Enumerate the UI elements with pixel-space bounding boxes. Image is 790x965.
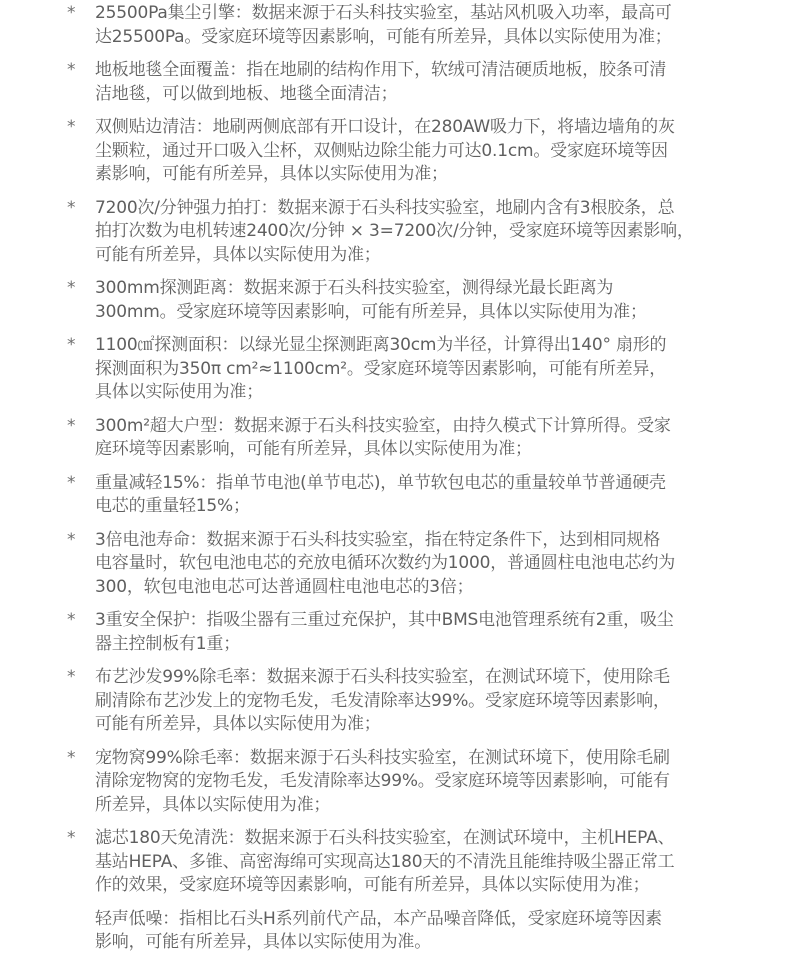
footnote-item bbox=[0, 827, 790, 898]
footnote-line: 电容量时，软包电池电芯的充放电循环次数约为1000，普通圆柱电池电芯约为 bbox=[95, 553, 676, 573]
footnote-line: 影响，可能有所差异，具体以实际使用为准。 bbox=[95, 932, 431, 952]
footnote-item bbox=[0, 529, 790, 600]
footnote-item bbox=[0, 116, 790, 187]
asterisk-marker: * bbox=[67, 197, 76, 218]
footnote-line: 轻声低噪：指相比石头H系列前代产品，本产品噪音降低，受家庭环境等因素 bbox=[95, 908, 662, 929]
footnote-item bbox=[0, 908, 790, 955]
footnote-line: 所差异，具体以实际使用为准； bbox=[95, 794, 331, 815]
asterisk-marker: * bbox=[67, 60, 76, 80]
asterisk-marker: * bbox=[67, 3, 76, 23]
footnote-line: 25500Pa集尘引擎：数据来源于石头科技实验室，基站风机吸入功率，最高可 bbox=[95, 3, 672, 23]
footnote-line: 作的效果，受家庭环境等因素影响，可能有所差异，具体以实际使用为准； bbox=[95, 875, 650, 895]
footnote-item bbox=[0, 747, 790, 818]
asterisk-marker: * bbox=[67, 278, 76, 298]
footnote-line: 双侧贴边清洁：地刷两侧底部有开口设计，在280AW吸力下，将墙边墙角的灰 bbox=[95, 117, 675, 137]
footnote-list bbox=[0, 2, 790, 965]
footnote-text bbox=[95, 827, 737, 898]
asterisk-marker: * bbox=[67, 529, 76, 550]
footnote-line: 3重安全保护：指吸尘器有三重过充保护，其中BMS电池管理系统有2重，吸尘 bbox=[95, 610, 674, 630]
footnote-text bbox=[95, 747, 737, 818]
footnote-line: 刷清除布艺沙发上的宠物毛发，毛发清除率达99%。受家庭环境等因素影响， bbox=[95, 690, 670, 711]
footnote-item bbox=[0, 59, 790, 106]
footnote-line: 洁地毯，可以做到地板、地毯全面清洁； bbox=[95, 83, 398, 104]
footnote-line: 300mm探测距离：数据来源于石头科技实验室，测得绿光最长距离为 bbox=[95, 278, 614, 298]
footnote-item bbox=[0, 334, 790, 405]
footnote-item bbox=[0, 666, 790, 737]
footnote-line: 素影响，可能有所差异，具体以实际使用为准； bbox=[95, 164, 448, 184]
footnote-item bbox=[0, 609, 790, 656]
footnote-text bbox=[95, 666, 737, 737]
footnote-item bbox=[0, 2, 790, 49]
footnote-line: 重量减轻15%：指单节电池(单节电芯)，单节软包电芯的重量较单节普通硬壳 bbox=[95, 472, 666, 493]
footnote-line: 基站HEPA、多锥、高密海绵可实现高达180天的不清洗且能维持吸尘器正常工 bbox=[95, 851, 675, 872]
footnote-line: 庭环境等因素影响，可能有所差异，具体以实际使用为准； bbox=[95, 439, 532, 459]
footnote-line: 300m²超大户型：数据来源于石头科技实验室，由持久模式下计算所得。受家 bbox=[95, 415, 671, 436]
footnote-line: 器主控制板有1重； bbox=[95, 633, 241, 654]
footnote-line: 300，软包电池电芯可达普通圆柱电池电芯的3倍； bbox=[95, 576, 474, 597]
footnote-line: 可能有所差异，具体以实际使用为准； bbox=[95, 244, 381, 265]
footnote-line: 滤芯180天免清洗：数据来源于石头科技实验室，在测试环境中，主机HEPA、 bbox=[95, 828, 675, 848]
asterisk-marker: * bbox=[67, 415, 76, 436]
footnote-item bbox=[0, 472, 790, 519]
footnote-line: 1100㎠探测面积：以绿光显尘探测距离30cm为半径，计算得出140° 扇形的 bbox=[95, 335, 667, 355]
footnote-line: 具体以实际使用为准； bbox=[95, 382, 263, 402]
footnote-line: 布艺沙发99%除毛率：数据来源于石头科技实验室，在测试环境下，使用除毛 bbox=[95, 667, 670, 687]
footnote-line: 宠物窝99%除毛率：数据来源于石头科技实验室，在测试环境下，使用除毛刷 bbox=[95, 747, 670, 768]
footnote-item bbox=[0, 415, 790, 462]
footnote-text bbox=[95, 277, 737, 324]
footnote-line: 电芯的重量轻15%； bbox=[95, 496, 250, 516]
footnote-line: 3倍电池寿命：数据来源于石头科技实验室，指在特定条件下，达到相同规格 bbox=[95, 529, 661, 550]
footnote-text bbox=[95, 529, 737, 600]
footnote-line: 7200次/分钟强力拍打：数据来源于石头科技实验室，地刷内含有3根胶条，总 bbox=[95, 197, 675, 218]
footnote-line: 拍打次数为电机转速2400次/分钟 × 3=7200次/分钟，受家庭环境等因素影响， bbox=[95, 221, 694, 241]
asterisk-marker: * bbox=[67, 610, 76, 630]
asterisk-marker: * bbox=[67, 747, 76, 768]
asterisk-marker: * bbox=[67, 472, 76, 493]
footnote-item bbox=[0, 197, 790, 268]
asterisk-marker: * bbox=[67, 117, 76, 137]
asterisk-marker: * bbox=[67, 335, 76, 355]
asterisk-marker: * bbox=[67, 828, 76, 848]
footnote-text bbox=[95, 472, 737, 519]
asterisk-marker: * bbox=[67, 667, 76, 687]
footnote-text bbox=[95, 59, 737, 106]
footnote-text bbox=[95, 116, 737, 187]
footnote-item bbox=[0, 277, 790, 324]
footnote-line: 地板地毯全面覆盖：指在地刷的结构作用下，软绒可清洁硬质地板，胶条可清 bbox=[95, 60, 667, 80]
footnote-text bbox=[95, 908, 737, 955]
footnote-line: 探测面积为350π cm²≈1100cm²。受家庭环境等因素影响，可能有所差异， bbox=[95, 358, 667, 379]
footnote-text bbox=[95, 609, 737, 656]
footnote-text bbox=[95, 2, 737, 49]
footnote-text bbox=[95, 334, 737, 405]
footnote-text bbox=[95, 197, 737, 268]
footnote-line: 清除宠物窝的宠物毛发，毛发清除率达99%。受家庭环境等因素影响，可能有 bbox=[95, 771, 670, 791]
footnote-text bbox=[95, 415, 737, 462]
footnote-line: 尘颗粒，通过开口吸入尘杯，双侧贴边除尘能力可达0.1cm。受家庭环境等因 bbox=[95, 140, 668, 161]
footnote-line: 300mm。受家庭环境等因素影响，可能有所差异，具体以实际使用为准； bbox=[95, 301, 647, 322]
footnote-line: 可能有所差异，具体以实际使用为准； bbox=[95, 714, 381, 734]
footnote-line: 达25500Pa。受家庭环境等因素影响，可能有所差异，具体以实际使用为准； bbox=[95, 26, 672, 47]
